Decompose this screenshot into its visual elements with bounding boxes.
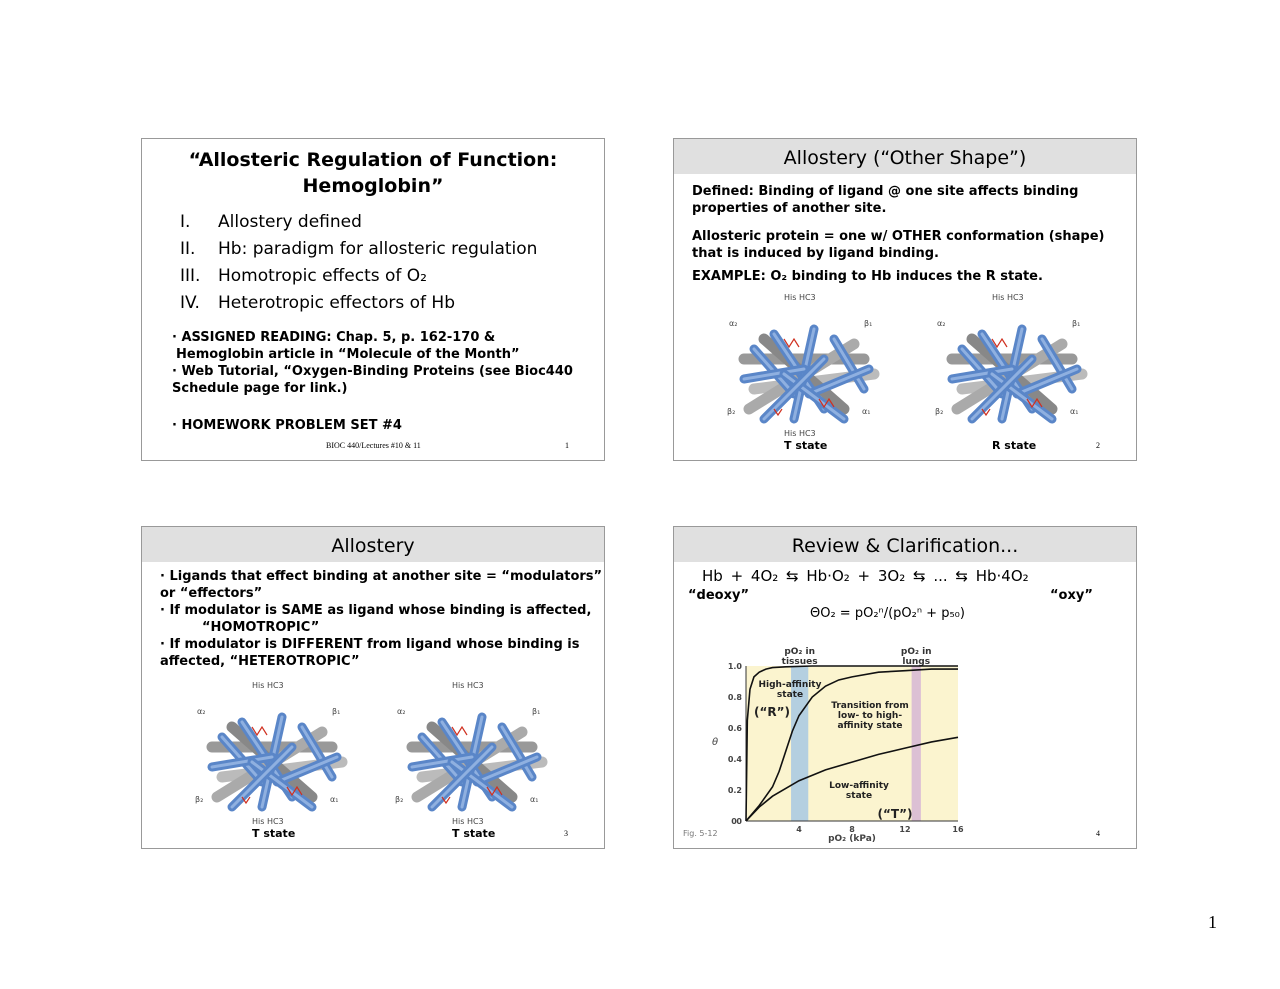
note-line: · Web Tutorial, “Oxygen-Binding Proteins (see Bioc440 (172, 364, 573, 379)
band-label: pO₂ in tissues (781, 647, 818, 667)
band-label: pO₂ in lungs (900, 647, 932, 667)
his-label: His HC3 (452, 681, 484, 690)
text-line: · If modulator is DIFFERENT from ligand whose binding is (160, 637, 580, 652)
definition (692, 183, 1105, 285)
saturation-formula: ΘO₂ = pO₂ⁿ/(pO₂ⁿ + p₅₀) (810, 606, 965, 621)
subunit-label: α₁ (330, 795, 339, 804)
hemoglobin-structure-icon (192, 687, 352, 837)
note-line: Schedule page for link.) (172, 381, 348, 396)
chart-annotation: state (845, 791, 873, 801)
y-tick-label: 0.6 (727, 724, 742, 733)
note-line: · ASSIGNED READING: Chap. 5, p. 162-170 & (172, 330, 496, 345)
oxygen-binding-chart (674, 637, 974, 847)
hemoglobin-structure-icon (932, 299, 1092, 449)
text-line: · Ligands that effect binding at another site = “modulators” (160, 569, 603, 584)
text-line: “HOMOTROPIC” (202, 620, 320, 635)
slide-1 (141, 138, 605, 461)
slide-number: 1 (565, 441, 569, 450)
subunit-label: α₂ (729, 319, 738, 328)
outline-number: II. (180, 239, 196, 259)
y-axis-label: θ (712, 737, 719, 748)
slide-3-title: Allostery (142, 527, 604, 562)
outline-text: Allostery defined (218, 212, 362, 232)
slide-1-title (142, 147, 604, 199)
subunit-label: β₁ (1072, 319, 1081, 328)
x-axis-label: pO₂ (kPa) (828, 834, 876, 844)
his-label: His HC3 (992, 293, 1024, 302)
hemoglobin-structure-icon (724, 299, 884, 449)
chart-annotation: (“T”) (877, 807, 913, 821)
figure-label: Fig. 5-12 (683, 829, 718, 838)
subunit-label: β₁ (532, 707, 541, 716)
footer: BIOC 440/Lectures #10 & 11 (326, 441, 421, 450)
chart-annotation: (“R”) (754, 705, 790, 719)
subunit-label: β₂ (727, 407, 736, 416)
subunit-label: α₂ (397, 707, 406, 716)
his-label: His HC3 (252, 817, 284, 826)
text-line: properties of another site. (692, 201, 887, 216)
slide-4-title: Review & Clarification... (674, 527, 1136, 562)
subunit-label: β₁ (864, 319, 873, 328)
state-caption: T state (452, 827, 496, 840)
x-tick-label: 16 (952, 825, 964, 834)
text-line: affected, “HETEROTROPIC” (160, 654, 360, 669)
chart-annotation: Low-affinity (829, 781, 889, 791)
his-label: His HC3 (784, 429, 816, 438)
chart-annotation: High-affinity (758, 680, 822, 690)
y-tick-label: 0.4 (727, 755, 742, 764)
x-tick-label: 8 (849, 825, 855, 834)
outline-item (180, 263, 537, 290)
hemoglobin-t-state-figure (192, 681, 352, 841)
y-tick-label: 1.0 (727, 662, 742, 671)
oxy-label: “oxy” (1050, 588, 1093, 603)
subunit-label: β₂ (195, 795, 204, 804)
subunit-label: α₂ (197, 707, 206, 716)
note-line: Hemoglobin article in “Molecule of the Month” (176, 347, 520, 362)
slide-2 (673, 138, 1137, 461)
slide-number: 4 (1096, 829, 1100, 838)
chart-annotation: low- to high- (837, 711, 903, 721)
subunit-label: α₁ (1070, 407, 1079, 416)
homework-note: · HOMEWORK PROBLEM SET #4 (172, 418, 402, 433)
y-tick-label: 0 (736, 817, 742, 826)
hemoglobin-structure-icon (392, 687, 552, 837)
chart-annotation: Transition from (831, 701, 909, 711)
outline-item (180, 290, 537, 317)
text-line: or “effectors” (160, 586, 263, 601)
subunit-label: β₂ (395, 795, 404, 804)
slide-2-title: Allostery (“Other Shape”) (674, 139, 1136, 174)
outline-list (180, 209, 537, 317)
subunit-label: β₁ (332, 707, 341, 716)
subunit-label: α₁ (862, 407, 871, 416)
hemoglobin-t-state-figure (724, 293, 884, 453)
x-tick-label: 4 (796, 825, 802, 834)
outline-number: I. (180, 212, 191, 232)
hemoglobin-t-state-figure (392, 681, 552, 841)
deoxy-label: “deoxy” (688, 588, 750, 603)
band (912, 666, 921, 821)
state-caption: T state (784, 439, 828, 452)
text-line: · If modulator is SAME as ligand whose binding is affected, (160, 603, 592, 618)
slide-4 (673, 526, 1137, 849)
outline-text: Heterotropic effectors of Hb (218, 293, 455, 313)
his-label: His HC3 (252, 681, 284, 690)
slide-3 (141, 526, 605, 849)
x-tick-label: 12 (899, 825, 911, 834)
outline-text: Homotropic effects of O₂ (218, 266, 427, 286)
y-tick-label: 0.8 (727, 693, 742, 702)
state-caption: R state (992, 439, 1037, 452)
outline-number: IV. (180, 293, 200, 313)
text-line: that is induced by ligand binding. (692, 246, 939, 261)
title-line: Hemoglobin” (302, 175, 444, 197)
bullets (160, 568, 602, 670)
text-line: EXAMPLE: O₂ binding to Hb induces the R state. (692, 269, 1043, 284)
chart-annotation: affinity state (837, 721, 903, 731)
binding-equation: Hb + 4O₂ ⇆ Hb·O₂ + 3O₂ ⇆ ... ⇆ Hb·4O₂ (702, 567, 1029, 585)
y-tick-label: 0.2 (727, 786, 742, 795)
outline-text: Hb: paradigm for allosteric regulation (218, 239, 538, 259)
state-caption: T state (252, 827, 296, 840)
reading-notes (172, 329, 573, 397)
slide-number: 3 (564, 829, 568, 838)
outline-item (180, 209, 537, 236)
his-label: His HC3 (452, 817, 484, 826)
hemoglobin-r-state-figure (932, 293, 1092, 453)
subunit-label: α₂ (937, 319, 946, 328)
text-line: Defined: Binding of ligand @ one site affects binding (692, 184, 1079, 199)
title-line: “Allosteric Regulation of Function: (188, 149, 558, 171)
text-line: Allosteric protein = one w/ OTHER conformation (shape) (692, 229, 1105, 244)
outline-item (180, 236, 537, 263)
page-number: 1 (1208, 912, 1217, 932)
subunit-label: β₂ (935, 407, 944, 416)
chart-annotation: state (776, 690, 804, 700)
his-label: His HC3 (784, 293, 816, 302)
x-tick-label: 0 (731, 817, 737, 826)
outline-number: III. (180, 266, 201, 286)
slide-number: 2 (1096, 441, 1100, 450)
subunit-label: α₁ (530, 795, 539, 804)
